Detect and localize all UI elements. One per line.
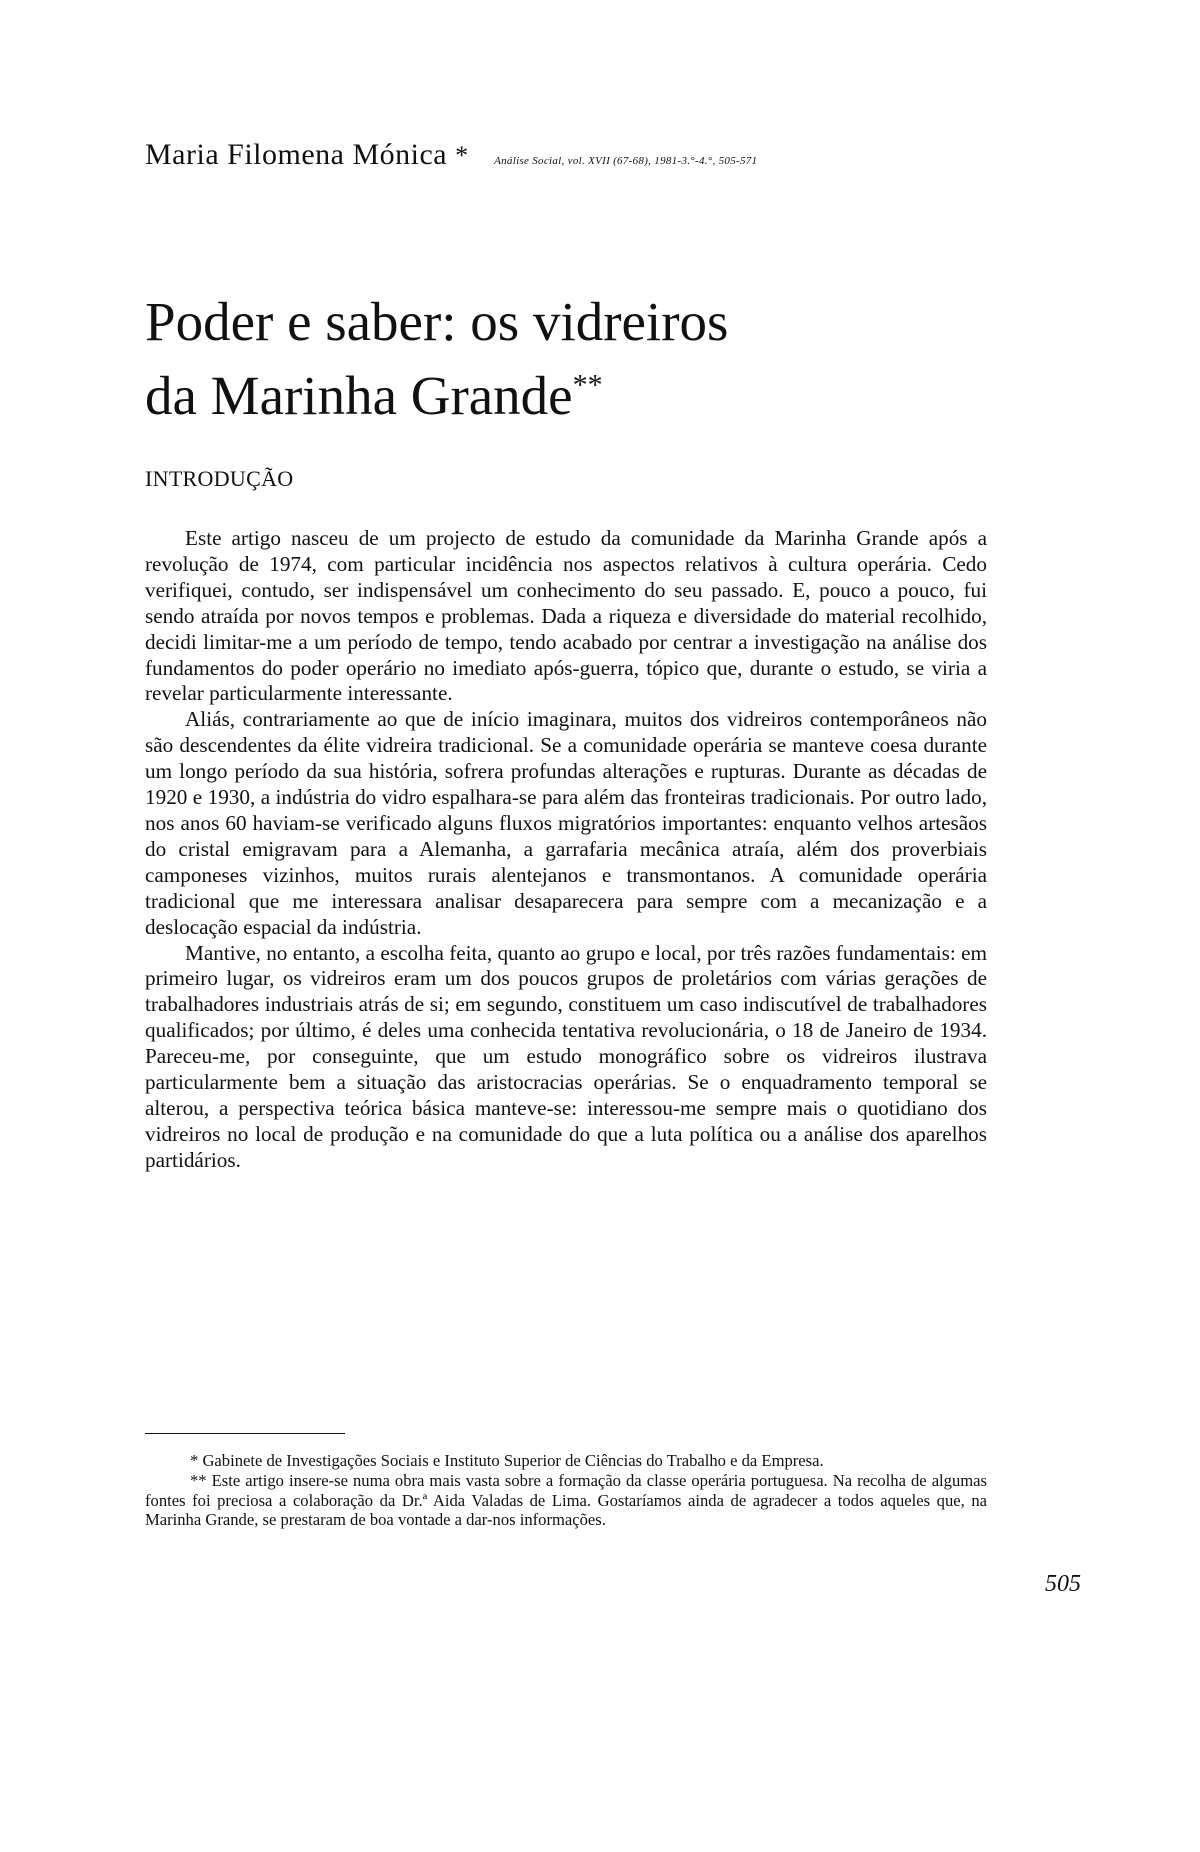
footnotes bbox=[145, 1451, 987, 1530]
footnote: ** Este artigo insere-se numa obra mais vasta sobre a formação da classe operária portuguesa. Na recolha de algumas fontes foi preciosa a colaboração da Dr.ª Aida Valadas de Lima. Gostaríamos ainda de agradecer a todos aqueles que, na Marinha Grande, se prestaram de boa vontade a dar-nos informações. bbox=[145, 1470, 987, 1530]
author-name: Maria Filomena Mónica bbox=[145, 138, 448, 171]
author-footnote-mark: * bbox=[455, 141, 469, 170]
title-line-1: Poder e saber: os vidreiros bbox=[145, 290, 729, 352]
body-paragraph: Este artigo nasceu de um projecto de estudo da comunidade da Marinha Grande após a revolução de 1974, com particular incidência nos aspectos relativos à cultura operária. Cedo verifiquei, contudo, ser indispensável um conhecimento do seu passado. E, pouco a pouco, fui sendo atraída por novos tempos e problemas. Dada a riqueza e diversidade do material recolhido, decidi limitar-me a um período de tempo, tendo acabado por centrar a investigação na análise dos fundamentos do poder operário no imediato após-guerra, tópico que, durante o estudo, se viria a revelar particularmente interessante. bbox=[145, 526, 987, 706]
page-number: 505 bbox=[1045, 1571, 1081, 1597]
body-paragraph: Mantive, no entanto, a escolha feita, quanto ao grupo e local, por três razões fundamentais: em primeiro lugar, os vidreiros eram um dos poucos grupos de proletários com várias gerações de trabalhadores industriais atrás de si; em segundo, constituem um caso indiscutível de trabalhadores qualificados; por último, é deles uma conhecida tentativa revolucionária, o 18 de Janeiro de 1934. Pareceu-me, por conseguinte, que um estudo monográfico sobre os vidreiros ilustrava particularmente bem a situação das aristocracias operárias. Se o enquadramento temporal se alterou, a perspectiva teórica básica manteve-se: interessou-me sempre mais o quotidiano dos vidreiros no local de produção e na comunidade do que a luta política ou a análise dos aparelhos partidários. bbox=[145, 940, 987, 1172]
article-title bbox=[145, 285, 945, 433]
section-heading: INTRODUÇÃO bbox=[145, 466, 294, 491]
journal-citation: Análise Social, vol. XVII (67-68), 1981-3.°-4.°, 505-571 bbox=[494, 155, 758, 167]
footnote-divider bbox=[145, 1433, 345, 1434]
footnote: * Gabinete de Investigações Sociais e Instituto Superior de Ciências do Trabalho e da Empresa. bbox=[190, 1451, 824, 1470]
body-paragraph: Aliás, contrariamente ao que de início imaginara, muitos dos vidreiros contemporâneos não são descendentes da élite vidreira tradicional. Se a comunidade operária se manteve coesa durante um longo período da sua história, sofrera profundas alterações e rupturas. Durante as décadas de 1920 e 1930, a indústria do vidro espalhara-se para além das fronteiras tradicionais. Por outro lado, nos anos 60 haviam-se verificado alguns fluxos migratórios importantes: enquanto velhos artesãos do cristal emigravam para a Alemanha, a garrafaria mecânica atraía, além dos proverbiais camponeses vizinhos, muitos rurais alentejanos e transmontanos. A comunidade operária tradicional que me interessara analisar desaparecera para sempre com a mecanização e a deslocação espacial da indústria. bbox=[145, 707, 987, 939]
title-line-2: da Marinha Grande bbox=[145, 364, 573, 426]
page-header bbox=[145, 138, 1005, 172]
article-body bbox=[145, 526, 987, 1174]
title-footnote-mark: ** bbox=[572, 368, 603, 402]
